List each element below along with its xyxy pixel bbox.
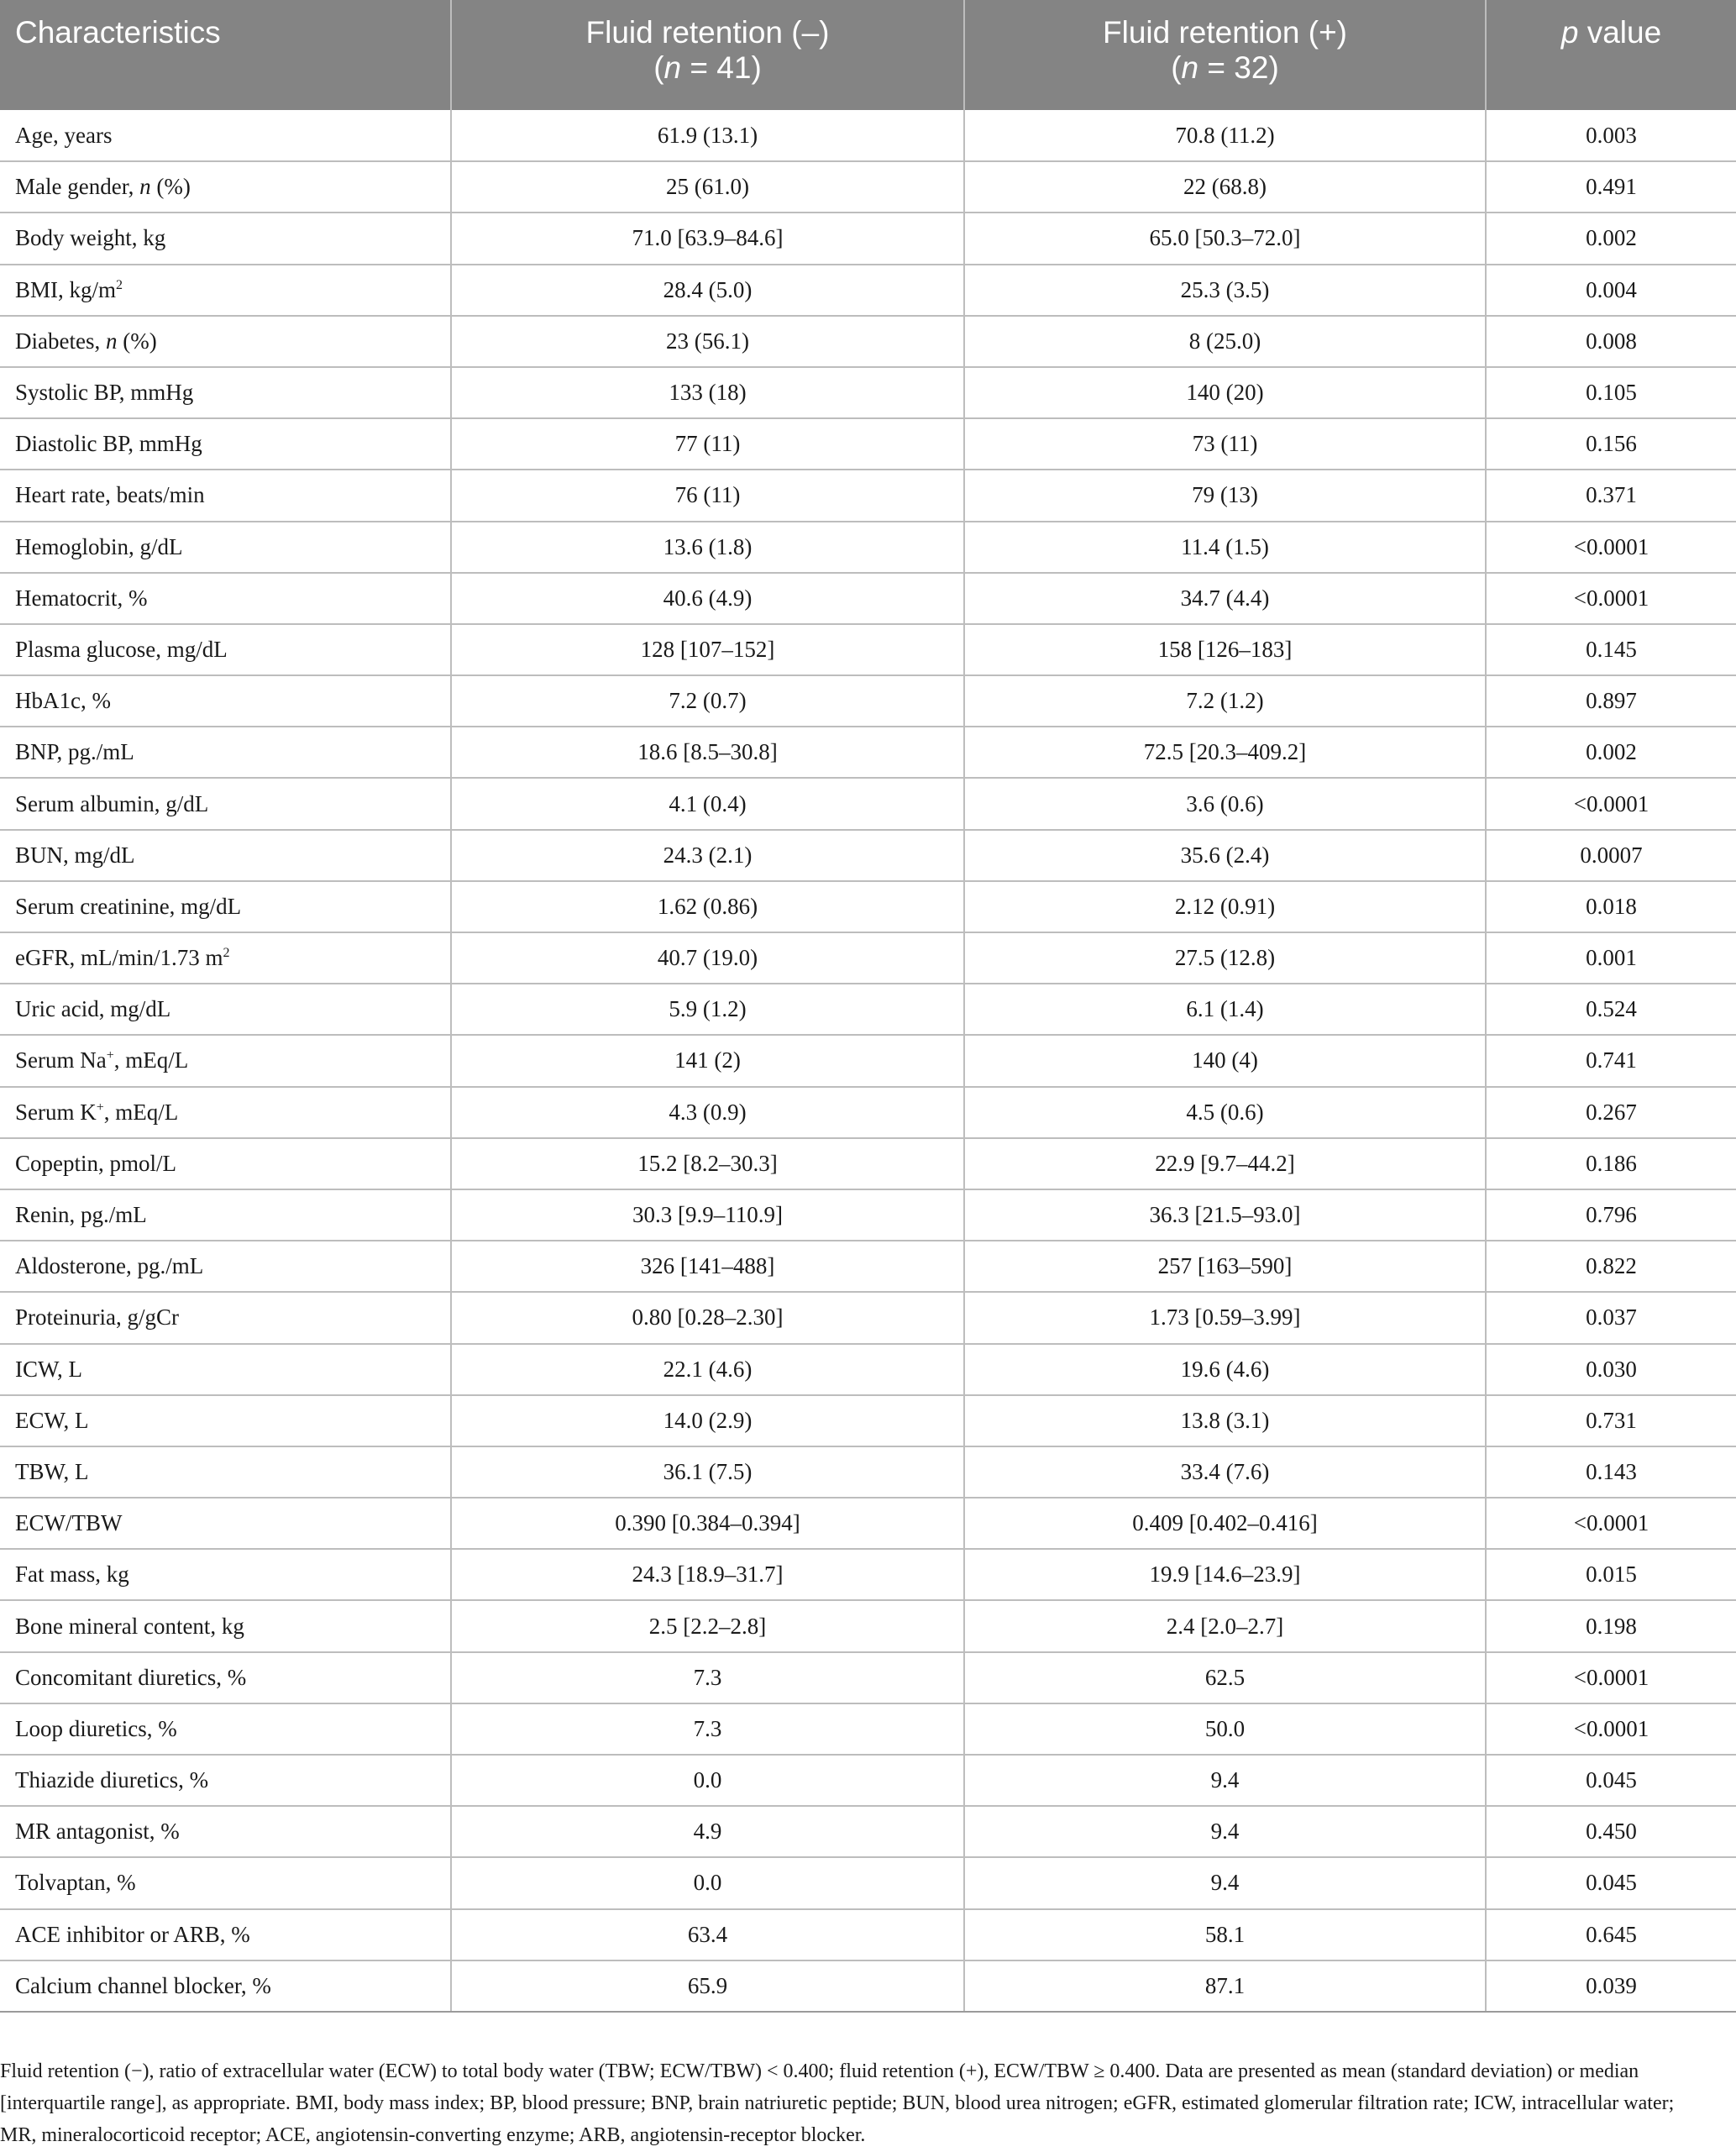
row-label-pre: Concomitant diuretics, %	[15, 1664, 247, 1690]
value-fluid-retention-negative: 14.0 (2.9)	[451, 1395, 964, 1446]
row-label	[0, 932, 451, 984]
value-fluid-retention-positive: 6.1 (1.4)	[964, 984, 1486, 1035]
row-label	[0, 522, 451, 573]
row-label	[0, 1806, 451, 1857]
row-label-pre: Body weight, kg	[15, 225, 166, 251]
table-row	[0, 1241, 1736, 1292]
p-value: <0.0001	[1486, 522, 1736, 573]
value-fluid-retention-positive: 70.8 (11.2)	[964, 110, 1486, 161]
row-label-pre: eGFR, mL/min/1.73 m	[15, 945, 223, 971]
table-row	[0, 1138, 1736, 1189]
value-fluid-retention-negative: 4.1 (0.4)	[451, 778, 964, 829]
row-label-pre: Calcium channel blocker, %	[15, 1972, 271, 1998]
p-value: <0.0001	[1486, 1498, 1736, 1549]
table-row	[0, 418, 1736, 470]
value-fluid-retention-positive: 9.4	[964, 1806, 1486, 1857]
table-footnote: Fluid retention (−), ratio of extracellular water (ECW) to total body water (TBW; ECW/TBW) < 0.400; fluid retention (+), ECW/TBW ≥ 0.400. Data are presented as mean (standard deviation) or median [interquartile range], as appropriate. BMI, body mass index; BP, blood pressure; BNP, brain natriuretic peptide; BUN, blood urea nitrogen; eGFR, estimated glomerular filtration rate; ICW, intracellular water; MR, mineralocorticoid receptor; ACE, angiotensin-converting enzyme; ARB, angiotensin-receptor blocker.	[0, 2060, 1675, 2146]
value-fluid-retention-positive: 19.9 [14.6–23.9]	[964, 1549, 1486, 1600]
value-fluid-retention-positive: 22.9 [9.7–44.2]	[964, 1138, 1486, 1189]
p-value: 0.741	[1486, 1035, 1736, 1086]
row-label-it: n	[139, 174, 151, 200]
table-row	[0, 110, 1736, 161]
value-fluid-retention-negative: 128 [107–152]	[451, 624, 964, 675]
table-row	[0, 522, 1736, 573]
p-value: <0.0001	[1486, 1652, 1736, 1703]
row-label-sup: +	[106, 1048, 114, 1063]
table-row	[0, 830, 1736, 881]
value-fluid-retention-negative: 133 (18)	[451, 367, 964, 418]
value-fluid-retention-negative: 7.3	[451, 1652, 964, 1703]
table-row	[0, 881, 1736, 932]
row-label	[0, 470, 451, 521]
p-value: 0.267	[1486, 1087, 1736, 1138]
row-label	[0, 1909, 451, 1960]
row-label-pre: ECW, L	[15, 1407, 89, 1433]
row-label	[0, 265, 451, 316]
row-label-it: n	[105, 328, 118, 354]
header-pos-n	[975, 50, 1475, 86]
value-fluid-retention-negative: 7.3	[451, 1703, 964, 1755]
row-label-pre: Diabetes,	[15, 328, 106, 354]
p-value: 0.796	[1486, 1189, 1736, 1241]
p-value: 0.105	[1486, 367, 1736, 418]
header-p-value	[1486, 0, 1736, 110]
value-fluid-retention-positive: 3.6 (0.6)	[964, 778, 1486, 829]
row-label-pre: Hemoglobin, g/dL	[15, 533, 183, 559]
row-label-pre: MR antagonist, %	[15, 1819, 180, 1845]
row-label-sup: +	[96, 1100, 104, 1115]
table-row	[0, 984, 1736, 1035]
value-fluid-retention-positive: 27.5 (12.8)	[964, 932, 1486, 984]
p-value: <0.0001	[1486, 778, 1736, 829]
table-row	[0, 1189, 1736, 1241]
value-fluid-retention-positive: 1.73 [0.59–3.99]	[964, 1292, 1486, 1343]
row-label	[0, 1960, 451, 2012]
row-label	[0, 573, 451, 624]
row-label	[0, 1189, 451, 1241]
value-fluid-retention-negative: 2.5 [2.2–2.8]	[451, 1600, 964, 1651]
header-neg-n-text: (n = 41)	[653, 50, 762, 85]
row-label	[0, 161, 451, 213]
value-fluid-retention-negative: 25 (61.0)	[451, 161, 964, 213]
value-fluid-retention-positive: 22 (68.8)	[964, 161, 1486, 213]
header-value-word: value	[1587, 15, 1662, 50]
p-value: 0.524	[1486, 984, 1736, 1035]
p-value: 0.731	[1486, 1395, 1736, 1446]
p-value: 0.045	[1486, 1755, 1736, 1806]
table-row	[0, 1549, 1736, 1600]
row-label-pre: BNP, pg./mL	[15, 739, 134, 765]
row-label-post: (%)	[150, 174, 191, 200]
row-label-pre: Proteinuria, g/gCr	[15, 1304, 179, 1331]
row-label-sup: 2	[116, 277, 123, 292]
table-header	[0, 0, 1736, 110]
p-value: 0.897	[1486, 675, 1736, 727]
value-fluid-retention-negative: 63.4	[451, 1909, 964, 1960]
table-row	[0, 1446, 1736, 1498]
row-label-pre: Tolvaptan, %	[15, 1870, 136, 1896]
row-label-pre: ICW, L	[15, 1356, 82, 1382]
row-label-pre: Serum Na	[15, 1047, 107, 1073]
header-fluid-retention-negative	[451, 0, 964, 110]
row-label	[0, 1395, 451, 1446]
row-label	[0, 830, 451, 881]
row-label	[0, 881, 451, 932]
p-value: 0.039	[1486, 1960, 1736, 2012]
value-fluid-retention-positive: 11.4 (1.5)	[964, 522, 1486, 573]
row-label	[0, 984, 451, 1035]
value-fluid-retention-positive: 13.8 (3.1)	[964, 1395, 1486, 1446]
value-fluid-retention-positive: 34.7 (4.4)	[964, 573, 1486, 624]
value-fluid-retention-negative: 71.0 [63.9–84.6]	[451, 213, 964, 264]
row-label-pre: Thiazide diuretics, %	[15, 1767, 209, 1793]
p-value: 0.018	[1486, 881, 1736, 932]
p-value: 0.0007	[1486, 830, 1736, 881]
value-fluid-retention-positive: 2.12 (0.91)	[964, 881, 1486, 932]
value-fluid-retention-positive: 9.4	[964, 1755, 1486, 1806]
p-value: 0.004	[1486, 265, 1736, 316]
row-label	[0, 213, 451, 264]
header-pos-n-text: (n = 32)	[1171, 50, 1279, 85]
value-fluid-retention-positive: 19.6 (4.6)	[964, 1344, 1486, 1395]
row-label	[0, 1652, 451, 1703]
value-fluid-retention-positive: 65.0 [50.3–72.0]	[964, 213, 1486, 264]
value-fluid-retention-negative: 4.3 (0.9)	[451, 1087, 964, 1138]
row-label-pre: Aldosterone, pg./mL	[15, 1253, 204, 1279]
p-value: 0.030	[1486, 1344, 1736, 1395]
row-label	[0, 727, 451, 778]
p-value: 0.645	[1486, 1909, 1736, 1960]
row-label-pre: Serum creatinine, mg/dL	[15, 893, 242, 919]
header-fluid-retention-positive	[964, 0, 1486, 110]
table-row	[0, 1292, 1736, 1343]
row-label-pre: ECW/TBW	[15, 1510, 123, 1536]
row-label	[0, 1600, 451, 1651]
p-value: 0.015	[1486, 1549, 1736, 1600]
p-value: 0.008	[1486, 316, 1736, 367]
value-fluid-retention-negative: 326 [141–488]	[451, 1241, 964, 1292]
p-value: 0.045	[1486, 1857, 1736, 1908]
value-fluid-retention-negative: 18.6 [8.5–30.8]	[451, 727, 964, 778]
p-value: 0.002	[1486, 213, 1736, 264]
value-fluid-retention-negative: 4.9	[451, 1806, 964, 1857]
p-value: 0.822	[1486, 1241, 1736, 1292]
value-fluid-retention-positive: 4.5 (0.6)	[964, 1087, 1486, 1138]
p-value: 0.198	[1486, 1600, 1736, 1651]
row-label-tail: , mEq/L	[113, 1047, 189, 1073]
value-fluid-retention-negative: 1.62 (0.86)	[451, 881, 964, 932]
value-fluid-retention-positive: 140 (4)	[964, 1035, 1486, 1086]
row-label-pre: Loop diuretics, %	[15, 1715, 177, 1741]
table-row	[0, 213, 1736, 264]
row-label-pre: TBW, L	[15, 1458, 89, 1484]
row-label-pre: Hematocrit, %	[15, 585, 148, 611]
row-label-pre: Uric acid, mg/dL	[15, 996, 171, 1022]
row-label-pre: BMI, kg/m	[15, 276, 117, 302]
row-label-pre: Age, years	[15, 122, 113, 148]
row-label	[0, 1035, 451, 1086]
p-value: 0.491	[1486, 161, 1736, 213]
value-fluid-retention-positive: 62.5	[964, 1652, 1486, 1703]
value-fluid-retention-negative: 36.1 (7.5)	[451, 1446, 964, 1498]
table-row	[0, 932, 1736, 984]
row-label-pre: BUN, mg/dL	[15, 842, 135, 868]
table-row	[0, 1035, 1736, 1086]
header-row	[0, 0, 1736, 110]
row-label-pre: Fat mass, kg	[15, 1562, 129, 1588]
row-label	[0, 1857, 451, 1908]
table-row	[0, 470, 1736, 521]
p-value: 0.186	[1486, 1138, 1736, 1189]
row-label	[0, 1087, 451, 1138]
value-fluid-retention-negative: 0.390 [0.384–0.394]	[451, 1498, 964, 1549]
header-characteristics: Characteristics	[0, 0, 451, 110]
row-label	[0, 1138, 451, 1189]
row-label-pre: Male gender,	[15, 174, 140, 200]
value-fluid-retention-negative: 40.6 (4.9)	[451, 573, 964, 624]
row-label-tail: , mEq/L	[103, 1099, 179, 1125]
value-fluid-retention-negative: 30.3 [9.9–110.9]	[451, 1189, 964, 1241]
row-label-pre: ACE inhibitor or ARB, %	[15, 1921, 250, 1947]
row-label-pre: Serum albumin, g/dL	[15, 790, 209, 816]
table-row	[0, 1395, 1736, 1446]
value-fluid-retention-positive: 7.2 (1.2)	[964, 675, 1486, 727]
value-fluid-retention-positive: 35.6 (2.4)	[964, 830, 1486, 881]
value-fluid-retention-negative: 141 (2)	[451, 1035, 964, 1086]
table-row	[0, 727, 1736, 778]
table-row	[0, 367, 1736, 418]
value-fluid-retention-negative: 61.9 (13.1)	[451, 110, 964, 161]
table-row	[0, 1344, 1736, 1395]
row-label	[0, 110, 451, 161]
value-fluid-retention-negative: 7.2 (0.7)	[451, 675, 964, 727]
row-label	[0, 1344, 451, 1395]
row-label	[0, 1549, 451, 1600]
row-label-pre: Copeptin, pmol/L	[15, 1150, 176, 1176]
value-fluid-retention-negative: 76 (11)	[451, 470, 964, 521]
row-label-pre: Systolic BP, mmHg	[15, 380, 194, 406]
row-label-pre: Heart rate, beats/min	[15, 482, 205, 508]
value-fluid-retention-positive: 9.4	[964, 1857, 1486, 1908]
row-label	[0, 1241, 451, 1292]
value-fluid-retention-negative: 24.3 (2.1)	[451, 830, 964, 881]
p-value: 0.156	[1486, 418, 1736, 470]
row-label	[0, 367, 451, 418]
value-fluid-retention-positive: 72.5 [20.3–409.2]	[964, 727, 1486, 778]
value-fluid-retention-negative: 0.0	[451, 1755, 964, 1806]
table-row	[0, 1806, 1736, 1857]
row-label	[0, 1703, 451, 1755]
p-value: 0.037	[1486, 1292, 1736, 1343]
table-row	[0, 1755, 1736, 1806]
table-row	[0, 161, 1736, 213]
value-fluid-retention-negative: 28.4 (5.0)	[451, 265, 964, 316]
table-row	[0, 1600, 1736, 1651]
row-label	[0, 316, 451, 367]
row-label	[0, 1755, 451, 1806]
table-row	[0, 1652, 1736, 1703]
table-row	[0, 1857, 1736, 1908]
table-row	[0, 778, 1736, 829]
value-fluid-retention-negative: 22.1 (4.6)	[451, 1344, 964, 1395]
value-fluid-retention-positive: 8 (25.0)	[964, 316, 1486, 367]
table-row	[0, 1703, 1736, 1755]
value-fluid-retention-negative: 24.3 [18.9–31.7]	[451, 1549, 964, 1600]
value-fluid-retention-negative: 0.80 [0.28–2.30]	[451, 1292, 964, 1343]
value-fluid-retention-positive: 50.0	[964, 1703, 1486, 1755]
value-fluid-retention-positive: 158 [126–183]	[964, 624, 1486, 675]
value-fluid-retention-positive: 79 (13)	[964, 470, 1486, 521]
row-label-pre: Plasma glucose, mg/dL	[15, 636, 228, 662]
p-value: 0.002	[1486, 727, 1736, 778]
row-label-sup: 2	[223, 946, 230, 961]
value-fluid-retention-negative: 13.6 (1.8)	[451, 522, 964, 573]
row-label	[0, 1292, 451, 1343]
table-body	[0, 110, 1736, 2012]
p-value: 0.450	[1486, 1806, 1736, 1857]
value-fluid-retention-negative: 15.2 [8.2–30.3]	[451, 1138, 964, 1189]
value-fluid-retention-negative: 0.0	[451, 1857, 964, 1908]
row-label-post: (%)	[117, 328, 157, 354]
value-fluid-retention-positive: 73 (11)	[964, 418, 1486, 470]
row-label	[0, 624, 451, 675]
table-row	[0, 265, 1736, 316]
value-fluid-retention-positive: 87.1	[964, 1960, 1486, 2012]
row-label	[0, 675, 451, 727]
value-fluid-retention-positive: 36.3 [21.5–93.0]	[964, 1189, 1486, 1241]
value-fluid-retention-negative: 40.7 (19.0)	[451, 932, 964, 984]
row-label	[0, 418, 451, 470]
row-label-pre: Bone mineral content, kg	[15, 1613, 244, 1639]
table-row	[0, 675, 1736, 727]
value-fluid-retention-negative: 23 (56.1)	[451, 316, 964, 367]
table-row	[0, 1909, 1736, 1960]
value-fluid-retention-negative: 77 (11)	[451, 418, 964, 470]
row-label	[0, 778, 451, 829]
value-fluid-retention-positive: 25.3 (3.5)	[964, 265, 1486, 316]
row-label-pre: Diastolic BP, mmHg	[15, 431, 202, 457]
table-row	[0, 316, 1736, 367]
value-fluid-retention-positive: 257 [163–590]	[964, 1241, 1486, 1292]
value-fluid-retention-negative: 65.9	[451, 1960, 964, 2012]
value-fluid-retention-positive: 140 (20)	[964, 367, 1486, 418]
p-value: 0.145	[1486, 624, 1736, 675]
header-neg-title: Fluid retention (–)	[585, 15, 830, 50]
header-pos-title: Fluid retention (+)	[1103, 15, 1347, 50]
header-p-letter: p	[1560, 15, 1579, 50]
row-label-pre: Renin, pg./mL	[15, 1202, 147, 1228]
table-row	[0, 1087, 1736, 1138]
p-value: 0.143	[1486, 1446, 1736, 1498]
row-label-pre: Serum K	[15, 1099, 97, 1125]
row-label-pre: HbA1c, %	[15, 688, 111, 714]
p-value: <0.0001	[1486, 573, 1736, 624]
row-label	[0, 1498, 451, 1549]
table-row	[0, 1960, 1736, 2012]
table-row	[0, 1498, 1736, 1549]
value-fluid-retention-positive: 58.1	[964, 1909, 1486, 1960]
row-label	[0, 1446, 451, 1498]
value-fluid-retention-negative: 5.9 (1.2)	[451, 984, 964, 1035]
p-value: <0.0001	[1486, 1703, 1736, 1755]
value-fluid-retention-positive: 33.4 (7.6)	[964, 1446, 1486, 1498]
value-fluid-retention-positive: 0.409 [0.402–0.416]	[964, 1498, 1486, 1549]
table-row	[0, 573, 1736, 624]
value-fluid-retention-positive: 2.4 [2.0–2.7]	[964, 1600, 1486, 1651]
table-row	[0, 624, 1736, 675]
p-value: 0.001	[1486, 932, 1736, 984]
p-value: 0.003	[1486, 110, 1736, 161]
header-neg-n	[462, 50, 953, 86]
p-value: 0.371	[1486, 470, 1736, 521]
